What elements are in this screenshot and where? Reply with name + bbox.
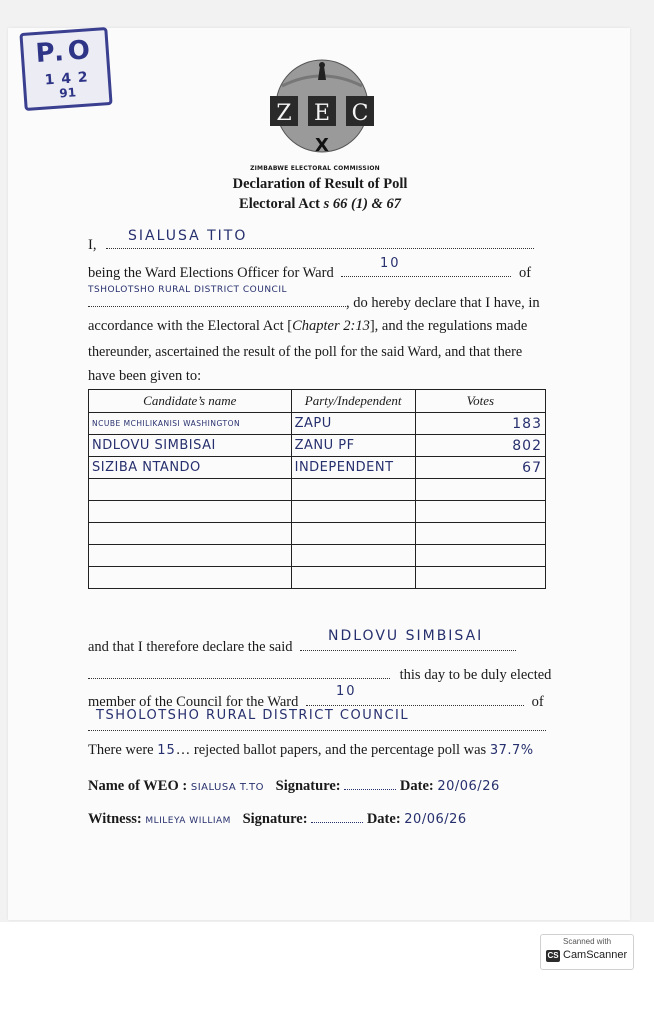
header-party: Party/Independent (291, 390, 415, 413)
candidate-name: SIZIBA NTANDO (89, 457, 292, 479)
elected-dots (88, 664, 390, 679)
line3-text: accordance with the Electoral Act [ (88, 318, 293, 334)
elected-text: this day to be duly elected (399, 667, 552, 683)
declaration-line-4: thereunder, ascertained the result of the poll for the said Ward, and that there (88, 344, 523, 360)
weo-date-label: Date: (399, 778, 434, 794)
table-row (89, 479, 546, 501)
candidate-party (291, 545, 415, 567)
declare-prefix: and that I therefore declare the said (88, 639, 293, 655)
ward-line (88, 262, 531, 282)
declaration-line-5: have been given to: (88, 368, 202, 384)
camscanner-top-text: Scanned with (562, 937, 612, 946)
weo-signature-label: Signature: (275, 778, 341, 794)
table-row (89, 501, 546, 523)
table-row (89, 457, 546, 479)
ward-prefix: being the Ward Elections Officer for Ward (88, 265, 334, 281)
weo-date: 20/06/26 (437, 779, 500, 794)
ward-dots (341, 262, 511, 277)
rejected-line (88, 742, 534, 759)
candidate-name (89, 523, 292, 545)
act-section: s 66 (1) & 67 (323, 196, 401, 212)
candidate-party (291, 479, 415, 501)
table-row (89, 435, 546, 457)
act-prefix: Electoral Act (239, 196, 324, 212)
candidate-party: INDEPENDENT (291, 457, 415, 479)
results-table (88, 389, 546, 589)
candidate-votes (415, 567, 545, 589)
act-reference (150, 196, 490, 213)
witness-label: Witness: (88, 811, 142, 827)
candidate-votes: 183 (415, 413, 545, 435)
camscanner-name: CamScanner (563, 949, 628, 961)
table-row (89, 413, 546, 435)
winner-name: NDLOVU SIMBISAI (328, 628, 484, 644)
candidate-name (89, 567, 292, 589)
stamp-line-3: 91 (58, 85, 77, 101)
table-header-row (89, 390, 546, 413)
candidate-votes: 802 (415, 435, 545, 457)
header-votes: Votes (415, 390, 545, 413)
logo-x-mark: X (315, 135, 329, 156)
table-row (89, 545, 546, 567)
witness-name: MLILEYA WILLIAM (145, 816, 231, 826)
member-ward-number: 10 (336, 684, 357, 699)
rejected-mid: … rejected ballot papers, and the percentage poll was (175, 742, 487, 758)
council-name: TSHOLOTSHO RURAL DISTRICT COUNCIL (88, 285, 288, 295)
weo-label: Name of WEO : (88, 778, 188, 794)
line3-end: ], and the regulations made (369, 318, 528, 334)
of-label: of (518, 265, 532, 281)
member-prefix: member of the Council for the Ward (88, 694, 299, 710)
zec-logo (262, 56, 382, 176)
candidate-name: NDLOVU SIMBISAI (89, 435, 292, 457)
witness-signature-label: Signature: (242, 811, 308, 827)
council-name-2: TSHOLOTSHO RURAL DISTRICT COUNCIL (96, 708, 410, 723)
weo-name: SIALUSA T.TO (190, 782, 265, 793)
candidate-name (89, 479, 292, 501)
declaration-line-3 (88, 318, 527, 335)
witness-date: 20/06/26 (404, 812, 467, 827)
witness-date-label: Date: (366, 811, 401, 827)
chapter-ref: Chapter 2:13 (292, 318, 370, 334)
candidate-votes: 67 (415, 457, 545, 479)
logo-letter-e: E (313, 101, 331, 126)
table-row (89, 523, 546, 545)
weo-signature-mark (344, 775, 396, 790)
rejected-prefix: There were (88, 742, 154, 758)
candidate-name: NCUBE MCHILIKANISI WASHINGTON (89, 413, 292, 435)
candidate-party: ZAPU (291, 413, 415, 435)
candidate-votes (415, 479, 545, 501)
header-candidate: Candidate’s name (89, 390, 292, 413)
council-line (88, 292, 540, 312)
witness-line (88, 808, 467, 828)
candidate-party: ZANU PF (291, 435, 415, 457)
elected-line (88, 664, 551, 684)
candidate-votes (415, 501, 545, 523)
poll-percentage: 37.7% (489, 743, 534, 758)
candidate-party (291, 501, 415, 523)
candidate-votes (415, 545, 545, 567)
candidate-name (89, 545, 292, 567)
candidate-party (291, 523, 415, 545)
camscanner-badge (540, 934, 634, 970)
commission-name: ZIMBABWE ELECTORAL COMMISSION (250, 165, 380, 172)
stamp-line-2: 1 4 2 (44, 69, 90, 89)
ward-number: 10 (380, 256, 401, 271)
logo-letter-c: C (351, 101, 369, 126)
document-title: Declaration of Result of Poll (232, 176, 408, 192)
candidate-name (89, 501, 292, 523)
i-label: I, (88, 237, 97, 253)
member-of-label: of (531, 694, 544, 710)
witness-signature-mark (311, 808, 363, 823)
declare-text: , do hereby declare that I have, in (346, 295, 540, 311)
logo-letter-z: Z (276, 101, 292, 126)
post-office-stamp (19, 27, 112, 111)
camscanner-logo-icon: CS (547, 951, 559, 960)
table-row (89, 567, 546, 589)
rejected-count: 15 (157, 743, 176, 758)
candidate-party (291, 567, 415, 589)
weo-line (88, 775, 500, 795)
candidate-votes (415, 523, 545, 545)
officer-name: SIALUSA TITO (128, 228, 248, 244)
stamp-line-1: P.O (34, 35, 95, 70)
